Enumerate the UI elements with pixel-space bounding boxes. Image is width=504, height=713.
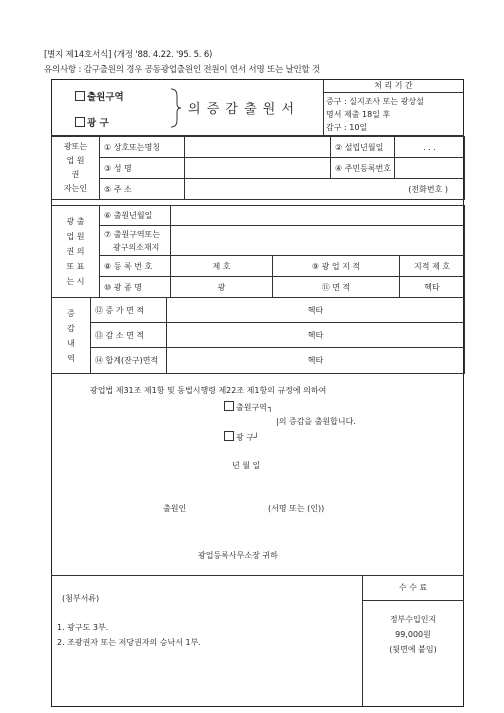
document-title: 의 증 감 출 원 서 bbox=[188, 102, 296, 117]
input-total-area[interactable]: 헥타 bbox=[167, 348, 465, 374]
checkbox-icon[interactable] bbox=[224, 431, 234, 441]
applicant-side-label: 광또는 업 원 권 자는인 bbox=[52, 137, 100, 200]
label-company-name: ① 상호또는명칭 bbox=[100, 137, 185, 158]
checkbox-icon[interactable] bbox=[224, 401, 234, 411]
label-establish-date: ② 설립년월일 bbox=[331, 137, 395, 158]
statement-option-area[interactable]: 출원구역┐ bbox=[224, 401, 273, 413]
mining-table bbox=[51, 205, 465, 298]
label-area: ⑪ 면 적 bbox=[273, 277, 400, 298]
label-increased-area: ⑫ 증 가 면 적 bbox=[91, 298, 167, 323]
label-location: ⑦ 출원구역또는 광구의소재지 bbox=[100, 226, 171, 256]
attachments-title: (첨부서류) bbox=[62, 594, 100, 603]
processing-period-label: 처 리 기 간 bbox=[323, 79, 464, 93]
fee-label: 수 수 료 bbox=[398, 583, 428, 592]
statement-option-lot-label: 광 구 bbox=[236, 433, 254, 442]
input-mining-cadastral[interactable]: 지적 제 호 bbox=[400, 256, 465, 277]
input-area[interactable]: 헥타 bbox=[400, 277, 465, 298]
divider bbox=[362, 575, 363, 707]
fee-line: 정부수입인지 bbox=[389, 615, 437, 624]
brace-icon bbox=[170, 88, 182, 128]
processing-period-line: 명서 제출 18일 후 bbox=[326, 110, 391, 119]
statement-middle: |의 증감을 출원합니다. bbox=[276, 417, 356, 426]
divider bbox=[51, 575, 464, 576]
label-total-area: ⑭ 합계(잔구)면적 bbox=[91, 348, 167, 374]
input-registration-number[interactable]: 제 호 bbox=[171, 256, 273, 277]
change-side-label: 증 감 내 역 bbox=[52, 298, 91, 374]
fee-amount: 99,000원 bbox=[395, 630, 431, 639]
form-number: [별지 제14호서식] (개정 '88. 4.22. '95. 5. 6) bbox=[44, 50, 213, 60]
divider bbox=[362, 600, 464, 601]
fee-line: (뒷면에 붙임) bbox=[389, 645, 437, 654]
mining-side-label: 광 출 업 원 권 의 또 표 는 시 bbox=[52, 206, 100, 298]
attachment-item: 2. 조광권자 또는 저당권자의 승낙서 1부. bbox=[57, 638, 201, 647]
statement-applicant-label: 출원인 bbox=[163, 504, 187, 513]
option-mine-lot-label: 광 구 bbox=[87, 118, 109, 129]
option-mine-lot[interactable] bbox=[75, 115, 109, 129]
statement-recipient: 광업등록사무소장 귀하 bbox=[198, 551, 278, 560]
statement-option-area-label: 출원구역 bbox=[236, 403, 267, 412]
label-address: ⑤ 주 소 bbox=[100, 179, 185, 200]
input-location[interactable] bbox=[171, 226, 465, 256]
input-increased-area[interactable]: 헥타 bbox=[167, 298, 465, 323]
input-establish-date[interactable]: . . . bbox=[395, 137, 465, 158]
statement-option-lot[interactable]: 광 구┘ bbox=[224, 431, 259, 443]
input-resident-number[interactable] bbox=[395, 158, 465, 179]
applicant-table bbox=[51, 136, 465, 200]
statement-date: 년 월 일 bbox=[232, 461, 261, 470]
processing-period-line: 증구 : 실지조사 또는 광상설 bbox=[326, 97, 424, 106]
input-application-date[interactable] bbox=[171, 206, 465, 226]
checkbox-icon[interactable] bbox=[75, 91, 85, 101]
label-resident-number: ④ 주민등록번호 bbox=[331, 158, 395, 179]
label-mineral-name: ⑩ 광 종 명 bbox=[100, 277, 171, 298]
input-name[interactable] bbox=[185, 158, 331, 179]
input-mineral-name[interactable]: 광 bbox=[171, 277, 273, 298]
option-application-area-label: 출원구역 bbox=[87, 92, 124, 103]
label-application-date: ⑥ 출원년월일 bbox=[100, 206, 171, 226]
label-decreased-area: ⑬ 감 소 면 적 bbox=[91, 323, 167, 348]
label-registration-number: ⑧ 등 록 번 호 bbox=[100, 256, 171, 277]
input-company-name[interactable] bbox=[185, 137, 331, 158]
instruction-note: 유의사항 : 감구출원의 경우 공동광업출원인 전원이 연서 서명 또는 날인할 것 bbox=[44, 65, 321, 75]
statement-line: 광업법 제31조 제1항 및 동법시행령 제22조 제1항의 규정에 의하여 bbox=[90, 386, 327, 395]
statement-signature[interactable]: (서명 또는 (인)) bbox=[268, 504, 325, 513]
checkbox-icon[interactable] bbox=[75, 117, 85, 127]
option-application-area[interactable] bbox=[75, 89, 124, 103]
processing-period-line: 감구 : 10일 bbox=[326, 123, 368, 132]
label-name: ③ 성 명 bbox=[100, 158, 185, 179]
label-mining-cadastral: ⑨ 광 업 지 적 bbox=[273, 256, 400, 277]
change-table bbox=[51, 297, 465, 374]
input-decreased-area[interactable]: 헥타 bbox=[167, 323, 465, 348]
attachment-item: 1. 광구도 3부. bbox=[57, 623, 109, 632]
input-address[interactable]: (전화번호 ) bbox=[185, 179, 465, 200]
